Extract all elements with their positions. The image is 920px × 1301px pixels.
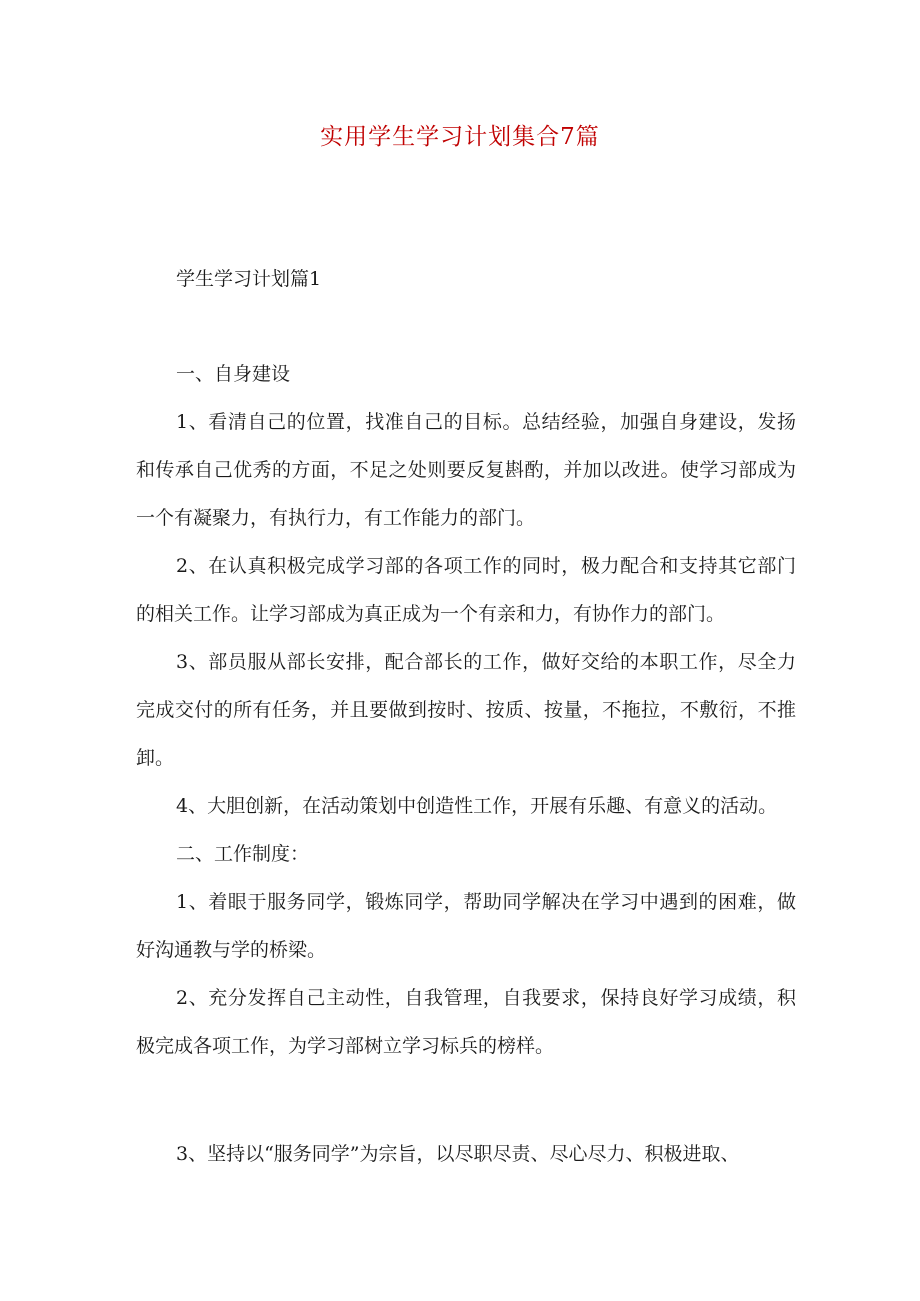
paragraph-heading-work-system: 二、工作制度： bbox=[176, 843, 310, 865]
document-title: 实用学生学习计划集合7篇 bbox=[320, 124, 600, 150]
body-text-block bbox=[136, 350, 796, 1070]
section-heading: 学生学习计划篇1 bbox=[176, 268, 322, 290]
paragraph: 4、大胆创新，在活动策划中创造性工作，开展有乐趣、有意义的活动。 bbox=[176, 795, 778, 817]
body-text-block-continued bbox=[136, 1130, 796, 1178]
paragraph: 2、充分发挥自己主动性，自我管理，自我要求，保持良好学习成绩，积极完成各项工作，为学习部树立学习标兵的榜样。 bbox=[136, 987, 796, 1057]
paragraph: 3、部员服从部长安排，配合部长的工作，做好交给的本职工作，尽全力完成交付的所有任务，并且要做到按时、按质、按量，不拖拉，不敷衍，不推卸。 bbox=[136, 651, 796, 769]
paragraph: 3、坚持以“服务同学”为宗旨，以尽职尽责、尽心尽力、积极进取、 bbox=[176, 1143, 740, 1165]
paragraph: 1、看清自己的位置，找准自己的目标。总结经验，加强自身建设，发扬和传承自己优秀的方面，不足之处则要反复斟酌，并加以改进。使学习部成为一个有凝聚力，有执行力，有工作能力的部门。 bbox=[136, 411, 796, 529]
paragraph-heading-self-building: 一、自身建设 bbox=[176, 363, 291, 385]
paragraph: 1、着眼于服务同学，锻炼同学，帮助同学解决在学习中遇到的困难，做好沟通教与学的桥梁。 bbox=[136, 891, 796, 961]
paragraph: 2、在认真积极完成学习部的各项工作的同时，极力配合和支持其它部门的相关工作。让学习部成为真正成为一个有亲和力，有协作力的部门。 bbox=[136, 555, 796, 625]
